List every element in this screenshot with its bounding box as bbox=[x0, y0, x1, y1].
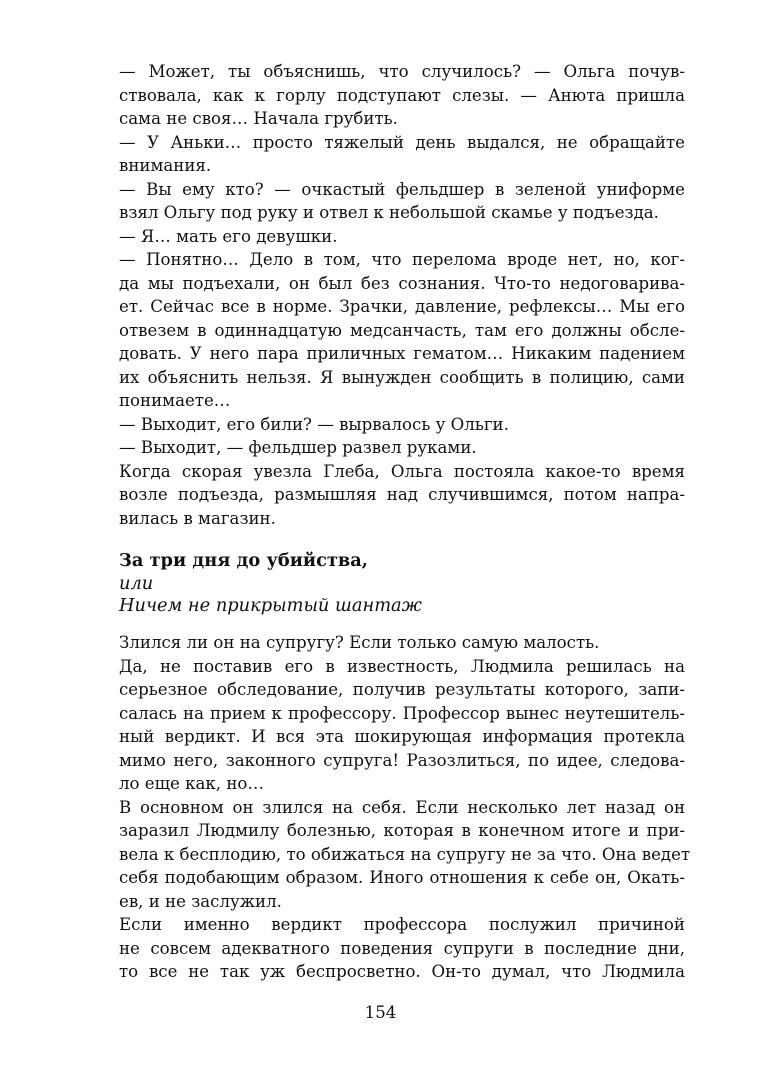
chapter-subtitle: Ничем не прикрытый шантаж bbox=[119, 595, 422, 616]
text-line: их объяснить нельзя. Я вынужден сообщить в полицию, сами bbox=[119, 367, 685, 387]
text-line: вилась в магазин. bbox=[119, 508, 276, 528]
chapter-connector: или bbox=[119, 572, 154, 594]
text-line: — Может, ты объяснишь, что случилось? — Ольга почув- bbox=[119, 62, 685, 81]
text-line: вела к бесплодию, то обижаться на супругу не за что. Она ведет bbox=[119, 844, 691, 864]
text-line: салась на прием к профессору. Профессор вынес неутешитель- bbox=[119, 703, 685, 723]
text-line: сама не своя… Начала грубить. bbox=[119, 109, 398, 128]
text-line: не совсем адекватного поведения супруги в последние дни, bbox=[119, 938, 685, 958]
text-line: заразил Людмилу болезнью, которая в конечном итоге и при- bbox=[119, 821, 685, 840]
page-number: 154 bbox=[364, 1003, 397, 1022]
text-block-top bbox=[119, 60, 685, 530]
text-line: Да, не поставив его в известность, Людмила решилась на bbox=[119, 656, 685, 676]
text-line: Если именно вердикт профессора послужил причиной bbox=[119, 915, 685, 934]
text-line: В основном он злился на себя. Если несколько лет назад он bbox=[119, 797, 685, 817]
text-line: да мы подъехали, он был без сознания. Что-то недоговарива- bbox=[119, 273, 685, 293]
text-line: ев, и не заслужил. bbox=[119, 891, 282, 911]
text-line: — Я… мать его девушки. bbox=[119, 226, 338, 246]
text-line: — Выходит, — фельдшер развел руками. bbox=[119, 438, 477, 457]
text-line: ствовала, как к горлу подступают слезы. — Анюта пришла bbox=[119, 85, 685, 105]
text-line: — Вы ему кто? — очкастый фельдшер в зеленой униформе bbox=[119, 179, 685, 199]
text-line: себя подобающим образом. Иного отношения к себе он, Окать- bbox=[119, 868, 685, 887]
text-line: серьезное обследование, получив результаты которого, запи- bbox=[119, 680, 685, 699]
text-block-bottom bbox=[119, 631, 691, 984]
text-line: взял Ольгу под руку и отвел к небольшой скамье у подъезда. bbox=[119, 203, 659, 222]
text-line: понимаете… bbox=[119, 391, 231, 410]
text-line: ный вердикт. И вся эта шокирующая информация протекла bbox=[119, 727, 685, 746]
text-line: ло еще как, но… bbox=[119, 774, 264, 793]
text-line: то все не так уж беспросветно. Он-то думал, что Людмила bbox=[119, 962, 685, 981]
text-line: возле подъезда, размышляя над случившимся, потом напра- bbox=[119, 485, 685, 504]
text-line: — У Аньки… просто тяжелый день выдался, не обращайте bbox=[119, 132, 685, 152]
chapter-title: За три дня до убийства, bbox=[119, 550, 368, 571]
text-line: ет. Сейчас все в норме. Зрачки, давление, рефлексы… Мы его bbox=[119, 297, 685, 316]
text-line: — Выходит, его били? — вырвалось у Ольги. bbox=[119, 414, 509, 434]
text-line: Злился ли он на супругу? Если только самую малость. bbox=[119, 633, 600, 652]
text-line: довать. У него пара приличных гематом… Никаким падением bbox=[119, 344, 685, 363]
text-line: Когда скорая увезла Глеба, Ольга постояла какое-то время bbox=[119, 461, 685, 481]
text-line: — Понятно… Дело в том, что перелома вроде нет, но, ког- bbox=[119, 250, 685, 269]
text-line: внимания. bbox=[119, 156, 212, 175]
text-line: отвезем в одиннадцатую медсанчасть, там его должны обсле- bbox=[119, 320, 685, 340]
chapter-heading bbox=[119, 550, 685, 618]
text-line: мимо него, законного супруга! Разозлиться, по идее, следова- bbox=[119, 750, 685, 770]
